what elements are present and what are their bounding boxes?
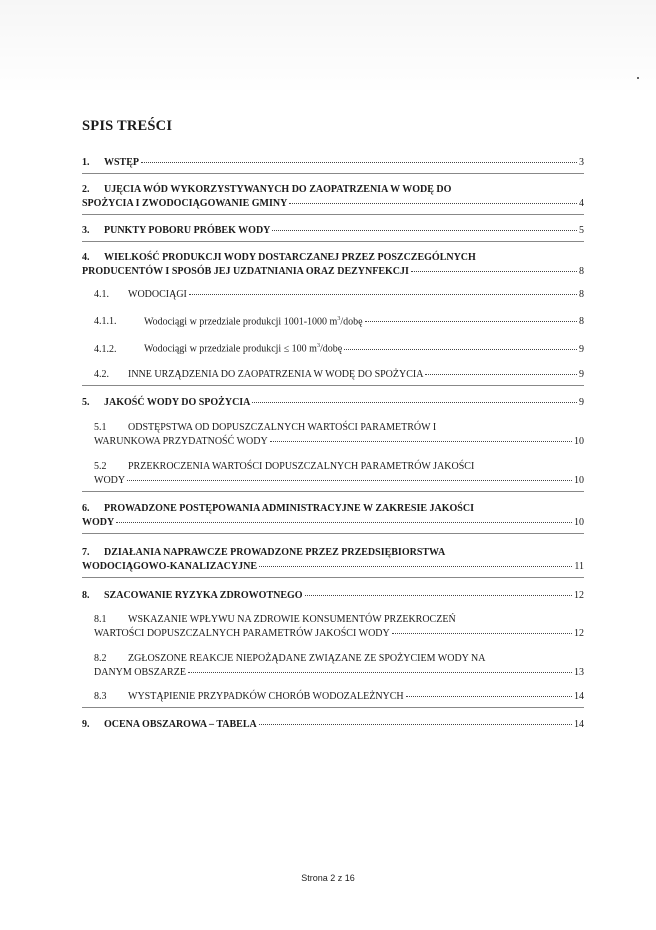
toc-entry-title-line1: PRZEKROCZENIA WARTOŚCI DOPUSZCZALNYCH PARAMETRÓW JAKOŚCI [128, 460, 475, 472]
divider [82, 173, 584, 174]
toc-entry-title: OCENA OBSZAROWA – TABELA [104, 718, 257, 730]
toc-entry-page: 14 [574, 690, 584, 702]
toc-entry[interactable] [82, 589, 584, 603]
dot-leader [406, 696, 572, 697]
toc-entry[interactable] [82, 288, 584, 302]
toc-entry-page: 11 [574, 560, 584, 572]
toc-entry[interactable] [82, 690, 584, 704]
scan-speck [637, 77, 639, 79]
dot-leader [425, 374, 577, 375]
toc-entry[interactable] [82, 460, 584, 488]
toc-entry-page: 9 [579, 396, 584, 408]
toc-entry-title-line1: ZGŁOSZONE REAKCJE NIEPOŻĄDANE ZWIĄZANE ZE SPOŻYCIEM WODY NA [128, 652, 486, 664]
toc-entry-page: 10 [574, 516, 584, 528]
toc-entry-page: 9 [579, 343, 584, 355]
divider [82, 241, 584, 242]
toc-entry-title: SPOŻYCIA I ZWODOCIĄGOWANIE GMINY [82, 198, 288, 209]
toc-entry-number: 4. [82, 252, 90, 263]
dot-leader [344, 349, 577, 350]
dot-leader [365, 321, 577, 322]
toc-entry-page: 5 [579, 225, 584, 236]
dot-leader [411, 271, 577, 272]
dot-leader [305, 595, 572, 596]
toc-entry-number: 7. [82, 546, 90, 558]
toc-entry[interactable] [82, 396, 584, 410]
dot-leader [188, 672, 572, 673]
toc-entry-title: INNE URZĄDZENIA DO ZAOPATRZENIA W WODĘ DO SPOŻYCIA [128, 368, 424, 380]
page-title: SPIS TREŚCI [82, 118, 173, 134]
toc-entry-title: WARUNKOWA PRZYDATNOŚĆ WODY [94, 435, 268, 447]
table-of-contents [82, 156, 584, 732]
toc-entry-title-line1: WSKAZANIE WPŁYWU NA ZDROWIE KONSUMENTÓW PRZEKROCZEŃ [128, 613, 456, 625]
toc-entry-number: 5.1 [94, 421, 107, 433]
toc-entry-title-line1: DZIAŁANIA NAPRAWCZE PROWADZONE PRZEZ PRZEDSIĘBIORSTWA [104, 546, 446, 558]
dot-leader [189, 294, 577, 295]
toc-entry-number: 5. [82, 396, 90, 408]
toc-entry-number: 4.1.2. [94, 343, 117, 355]
toc-entry[interactable] [82, 718, 584, 732]
toc-entry-title: WODOCIĄGI [128, 289, 187, 300]
toc-entry-number: 9. [82, 718, 90, 730]
dot-leader [252, 402, 577, 403]
divider [82, 707, 584, 708]
toc-entry-number: 5.2 [94, 460, 107, 472]
dot-leader [289, 203, 577, 204]
toc-entry-page: 10 [574, 474, 584, 486]
toc-entry[interactable] [82, 368, 584, 382]
toc-entry-title: WODY [82, 516, 115, 528]
divider [82, 385, 584, 386]
dot-leader [127, 480, 572, 481]
toc-entry[interactable] [82, 251, 584, 279]
divider [82, 533, 584, 534]
toc-entry-page: 12 [574, 627, 584, 639]
toc-entry-page: 14 [574, 718, 584, 730]
toc-entry[interactable] [82, 502, 584, 530]
toc-entry-page: 4 [579, 198, 584, 209]
toc-entry-title: WARTOŚCI DOPUSZCZALNYCH PARAMETRÓW JAKOŚCI WODY [94, 627, 390, 639]
toc-entry-number: 8. [82, 589, 90, 601]
toc-entry-page: 12 [574, 589, 584, 601]
toc-entry-title: Wodociągi w przedziale produkcji ≤ 100 $m^3$/dobę [144, 343, 343, 355]
toc-entry[interactable] [82, 156, 584, 170]
dot-leader [392, 633, 572, 634]
toc-entry-page: 10 [574, 435, 584, 447]
scan-shadow [0, 0, 656, 95]
toc-entry[interactable] [82, 421, 584, 449]
toc-entry-number: 1. [82, 157, 90, 168]
toc-entry-number: 4.2. [94, 368, 109, 380]
toc-entry-page: 3 [579, 157, 584, 168]
dot-leader [116, 522, 572, 523]
dot-leader [272, 230, 577, 231]
dot-leader [259, 724, 572, 725]
toc-entry-title: WODY [94, 474, 126, 486]
toc-entry-number: 4.1. [94, 289, 109, 300]
toc-entry-number: 3. [82, 225, 90, 236]
toc-entry-title: WYSTĄPIENIE PRZYPADKÓW CHORÓB WODOZALEŻNYCH [128, 690, 404, 702]
toc-entry-page: 8 [579, 316, 584, 328]
divider [82, 577, 584, 578]
toc-entry[interactable] [82, 339, 584, 356]
toc-entry-number: 8.1 [94, 613, 107, 625]
dot-leader [259, 566, 572, 567]
toc-entry[interactable] [82, 652, 584, 680]
toc-entry-title-line1: UJĘCIA WÓD WYKORZYSTYWANYCH DO ZAOPATRZENIA W WODĘ DO [104, 184, 452, 195]
dot-leader [270, 441, 572, 442]
divider [82, 214, 584, 215]
toc-entry-title: JAKOŚĆ WODY DO SPOŻYCIA [104, 396, 251, 408]
toc-entry-title: PRODUCENTÓW I SPOSÓB JEJ UZDATNIANIA ORAZ DEZYNFEKCJI [82, 266, 409, 277]
toc-entry-page: 9 [579, 368, 584, 380]
toc-entry[interactable] [82, 312, 584, 329]
toc-entry[interactable] [82, 613, 584, 641]
toc-entry-title: SZACOWANIE RYZYKA ZDROWOTNEGO [104, 589, 303, 601]
toc-entry-title-line1: PROWADZONE POSTĘPOWANIA ADMINISTRACYJNE W ZAKRESIE JAKOŚCI [104, 502, 474, 514]
divider [82, 491, 584, 492]
toc-entry-page: 8 [579, 289, 584, 300]
toc-entry-number: 8.2 [94, 652, 107, 664]
toc-entry-title-line1: WIELKOŚĆ PRODUKCJI WODY DOSTARCZANEJ PRZEZ POSZCZEGÓLNYCH [104, 252, 476, 263]
toc-entry-page: 13 [574, 666, 584, 678]
page-number: Strona 2 z 16 [301, 873, 355, 883]
dot-leader [141, 162, 577, 163]
toc-entry[interactable] [82, 224, 584, 238]
toc-entry-title: WODOCIĄGOWO-KANALIZACYJNE [82, 560, 258, 572]
toc-entry-number: 4.1.1. [94, 316, 117, 328]
toc-entry-title: Wodociągi w przedziale produkcji 1001-1000 $m^3$/dobę [144, 316, 363, 328]
toc-entry-title-line1: ODSTĘPSTWA OD DOPUSZCZALNYCH WARTOŚCI PARAMETRÓW I [128, 421, 437, 433]
toc-entry-title: PUNKTY POBORU PRÓBEK WODY [104, 225, 271, 236]
toc-entry-page: 8 [579, 266, 584, 277]
toc-entry-number: 6. [82, 502, 90, 514]
toc-entry[interactable] [82, 183, 584, 211]
toc-entry[interactable] [82, 546, 584, 574]
toc-entry-title: WSTĘP [104, 157, 140, 168]
toc-entry-number: 2. [82, 184, 90, 195]
toc-entry-title: DANYM OBSZARZE [94, 666, 186, 678]
toc-entry-number: 8.3 [94, 690, 107, 702]
